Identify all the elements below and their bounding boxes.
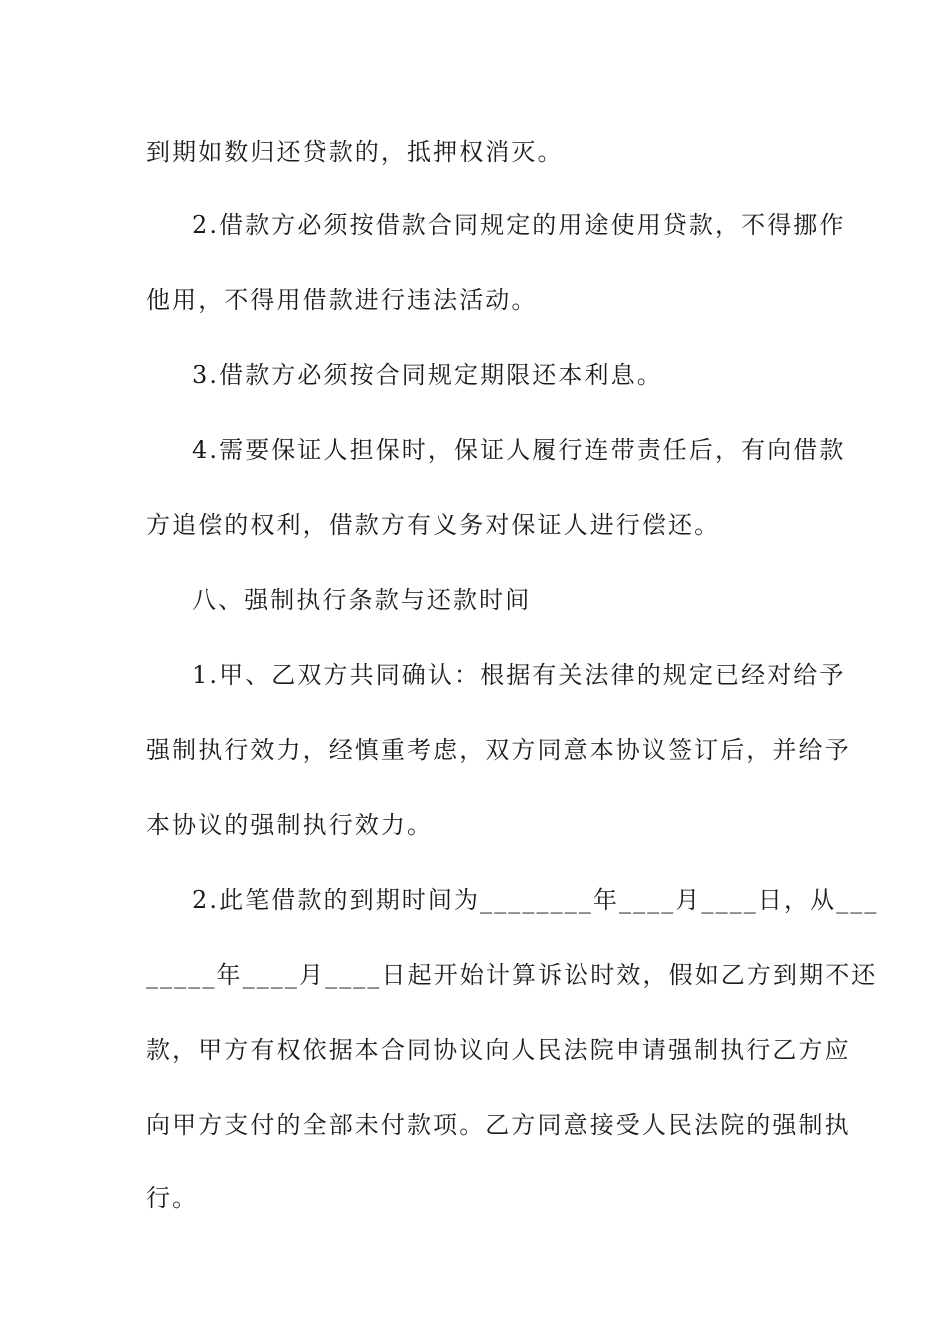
- paragraph-line: 到期如数归还贷款的，抵押权消灭。: [146, 138, 564, 166]
- paragraph-line: 1.甲、乙双方共同确认：根据有关法律的规定已经对给予: [192, 661, 846, 689]
- section-heading: 八、强制执行条款与还款时间: [192, 586, 532, 614]
- paragraph-line: 本协议的强制执行效力。: [146, 811, 434, 839]
- paragraph-line: 行。: [146, 1184, 199, 1212]
- paragraph-line: 2.此笔借款的到期时间为________年____月____日，从___: [192, 886, 879, 914]
- paragraph-line: 他用，不得用借款进行违法活动。: [146, 286, 538, 314]
- paragraph-line: 强制执行效力，经慎重考虑，双方同意本协议签订后，并给予: [146, 736, 851, 764]
- paragraph-line: 2.借款方必须按借款合同规定的用途使用贷款，不得挪作: [192, 211, 846, 239]
- paragraph-line: 方追偿的权利，借款方有义务对保证人进行偿还。: [146, 511, 721, 539]
- paragraph-line: 3.借款方必须按合同规定期限还本利息。: [192, 361, 663, 389]
- paragraph-line: 向甲方支付的全部未付款项。乙方同意接受人民法院的强制执: [146, 1111, 851, 1139]
- paragraph-line: 4.需要保证人担保时，保证人履行连带责任后，有向借款: [192, 436, 846, 464]
- paragraph-line: _____年____月____日起开始计算诉讼时效，假如乙方到期不还: [146, 961, 878, 989]
- paragraph-line: 款，甲方有权依据本合同协议向人民法院申请强制执行乙方应: [146, 1036, 851, 1064]
